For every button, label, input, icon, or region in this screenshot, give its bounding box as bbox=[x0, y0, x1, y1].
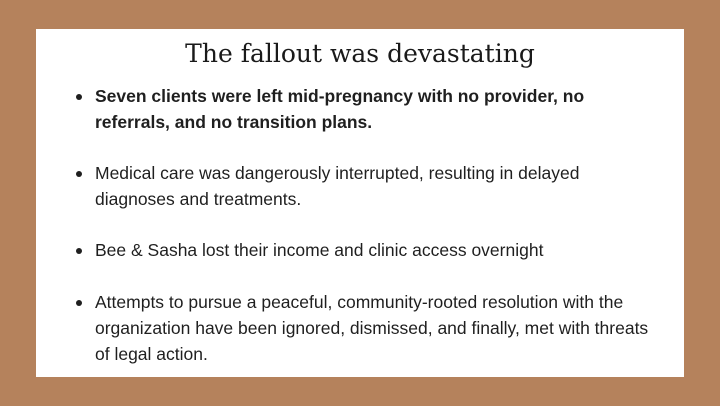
slide-card bbox=[36, 29, 684, 377]
bullet-text: Bee & Sasha lost their income and clinic access overnight bbox=[95, 240, 544, 260]
bullet-item-medical-care bbox=[76, 160, 656, 212]
slide-title: The fallout was devastating bbox=[185, 39, 535, 68]
bullet-text: Medical care was dangerously interrupted, resulting in delayed diagnoses and treatments. bbox=[95, 163, 580, 209]
bullet-item-income bbox=[76, 237, 656, 263]
bullet-item-resolution bbox=[76, 289, 656, 367]
bullet-item-clients bbox=[76, 83, 656, 135]
bullet-text: Seven clients were left mid-pregnancy with no provider, no referrals, and no transition plans. bbox=[95, 86, 585, 132]
bullet-dot-icon bbox=[76, 171, 82, 177]
bullet-text: Attempts to pursue a peaceful, community-rooted resolution with the organization have been ignored, dismissed, and finally, met with threats of legal action. bbox=[95, 292, 649, 364]
bullet-dot-icon bbox=[76, 94, 82, 100]
bullet-dot-icon bbox=[76, 248, 82, 254]
bullet-dot-icon bbox=[76, 300, 82, 306]
